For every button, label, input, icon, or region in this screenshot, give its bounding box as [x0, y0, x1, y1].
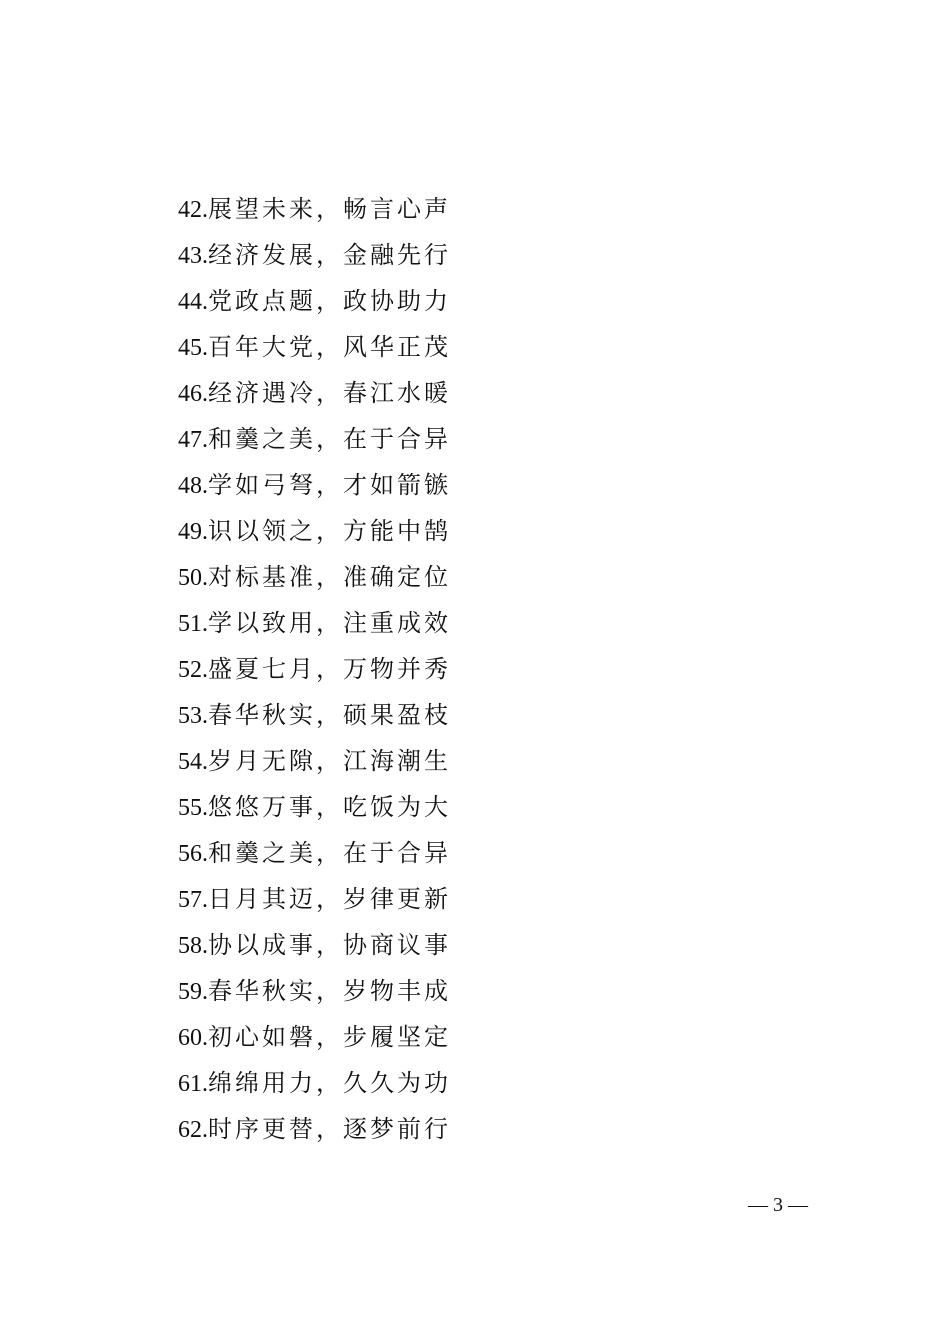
item-number: 60.: [178, 1025, 208, 1051]
item-text: 对标基准，准确定位: [208, 563, 451, 591]
list-item: [178, 692, 451, 738]
item-number: 53.: [178, 703, 208, 729]
item-text: 盛夏七月，万物并秀: [208, 655, 451, 683]
item-text: 展望未来，畅言心声: [208, 195, 451, 223]
page-number: — 3 —: [748, 1194, 808, 1216]
item-number: 44.: [178, 289, 208, 315]
list-item: [178, 324, 451, 370]
list-item: [178, 646, 451, 692]
item-text: 学如弓弩，才如箭镞: [208, 471, 451, 499]
item-number: 46.: [178, 381, 208, 407]
item-text: 初心如磐，步履坚定: [208, 1023, 451, 1051]
item-text: 岁月无隙，江海潮生: [208, 747, 451, 775]
list-item: [178, 600, 451, 646]
item-number: 42.: [178, 197, 208, 223]
item-number: 54.: [178, 749, 208, 775]
item-text: 经济遇冷，春江水暖: [208, 379, 451, 407]
item-number: 47.: [178, 427, 208, 453]
item-number: 50.: [178, 565, 208, 591]
list-item: [178, 1106, 451, 1152]
list-item: [178, 462, 451, 508]
phrase-list: [178, 186, 451, 1152]
item-number: 51.: [178, 611, 208, 637]
item-text: 和羹之美，在于合异: [208, 839, 451, 867]
item-number: 61.: [178, 1071, 208, 1097]
list-item: [178, 1060, 451, 1106]
item-text: 百年大党，风华正茂: [208, 333, 451, 361]
list-item: [178, 508, 451, 554]
item-number: 49.: [178, 519, 208, 545]
item-text: 党政点题，政协助力: [208, 287, 451, 315]
item-text: 悠悠万事，吃饭为大: [208, 793, 451, 821]
item-text: 经济发展，金融先行: [208, 241, 451, 269]
list-item: [178, 278, 451, 324]
item-text: 协以成事，协商议事: [208, 931, 451, 959]
list-item: [178, 922, 451, 968]
item-number: 48.: [178, 473, 208, 499]
list-item: [178, 186, 451, 232]
item-number: 59.: [178, 979, 208, 1005]
item-text: 春华秋实，硕果盈枝: [208, 701, 451, 729]
item-text: 时序更替，逐梦前行: [208, 1115, 451, 1143]
item-number: 52.: [178, 657, 208, 683]
list-item: [178, 370, 451, 416]
item-number: 45.: [178, 335, 208, 361]
item-text: 日月其迈，岁律更新: [208, 885, 451, 913]
item-number: 58.: [178, 933, 208, 959]
list-item: [178, 784, 451, 830]
list-item: [178, 1014, 451, 1060]
item-number: 43.: [178, 243, 208, 269]
list-item: [178, 968, 451, 1014]
item-text: 识以领之，方能中鹄: [208, 517, 451, 545]
item-text: 和羹之美，在于合异: [208, 425, 451, 453]
list-item: [178, 876, 451, 922]
list-item: [178, 416, 451, 462]
list-item: [178, 738, 451, 784]
list-item: [178, 232, 451, 278]
list-item: [178, 830, 451, 876]
item-number: 56.: [178, 841, 208, 867]
item-text: 绵绵用力，久久为功: [208, 1069, 451, 1097]
item-text: 春华秋实，岁物丰成: [208, 977, 451, 1005]
item-number: 55.: [178, 795, 208, 821]
item-text: 学以致用，注重成效: [208, 609, 451, 637]
item-number: 57.: [178, 887, 208, 913]
list-item: [178, 554, 451, 600]
item-number: 62.: [178, 1117, 208, 1143]
